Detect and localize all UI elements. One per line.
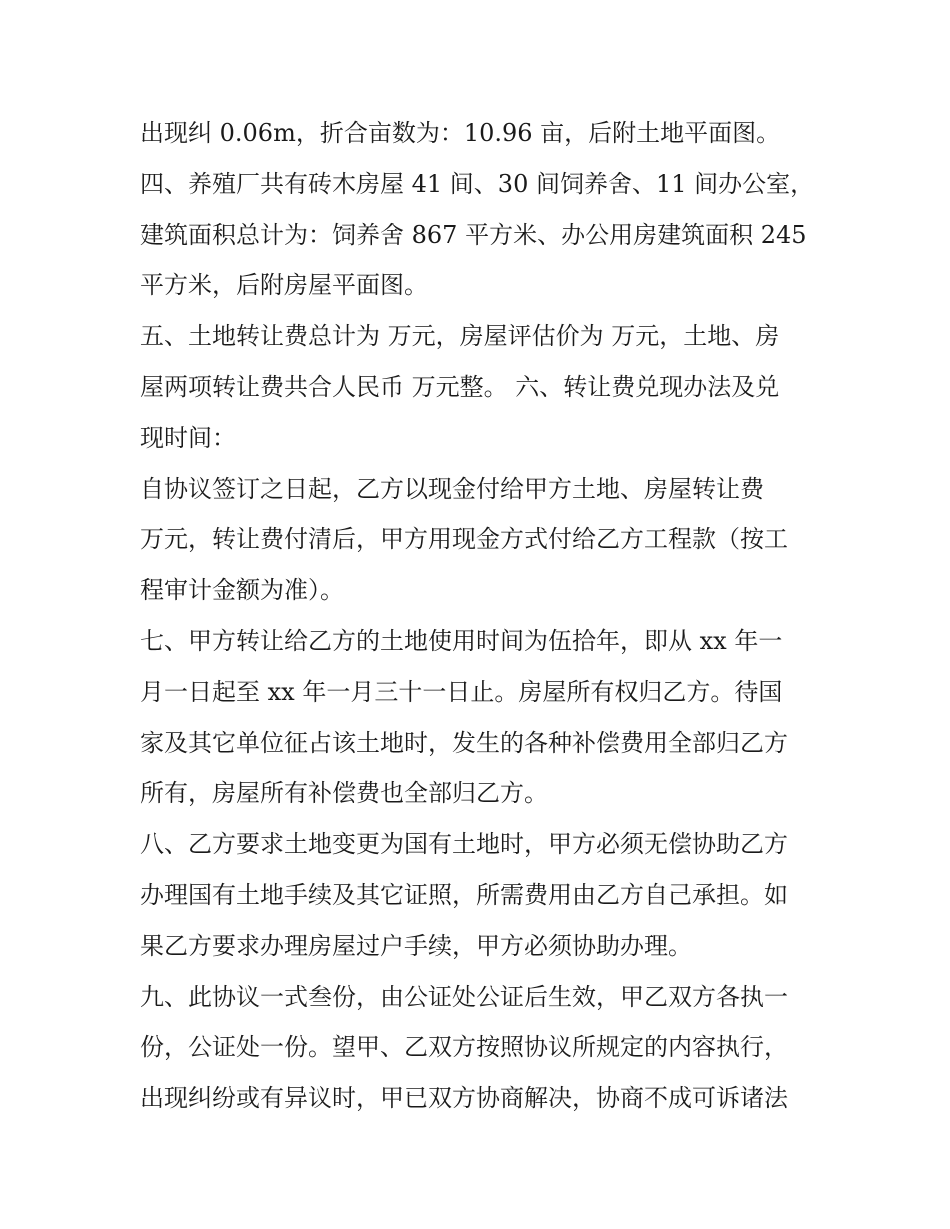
text-line: 五、土地转让费总计为 万元，房屋评估价为 万元，土地、房: [140, 322, 780, 351]
text-line: 出现纠 0.06m，折合亩数为：10.96 亩，后附土地平面图。: [140, 119, 781, 147]
text-line: 现时间：: [140, 423, 236, 452]
text-line: 平方米，后附房屋平面图。: [140, 271, 428, 300]
text-line: 屋两项转让费共合人民币 万元整。 六、转让费兑现办法及兑: [140, 372, 780, 401]
text-line: 七、甲方转让给乙方的土地使用时间为伍拾年，即从 xx 年一: [140, 626, 783, 655]
text-line: 程审计金额为准）。: [140, 576, 344, 605]
text-line: 建筑面积总计为：饲养舍 867 平方米、办公用房建筑面积 245: [140, 220, 807, 249]
text-line: 四、养殖厂共有砖木房屋 41 间、30 间饲养舍、11 间办公室，: [140, 169, 815, 198]
text-line: 果乙方要求办理房屋过户手续，甲方必须协助办理。: [140, 931, 692, 960]
text-line: 家及其它单位征占该土地时，发生的各种补偿费用全部归乙方: [140, 728, 788, 757]
agreement-body-text: [140, 108, 830, 1124]
text-line: 九、此协议一式叁份，由公证处公证后生效，甲乙双方各执一: [140, 982, 788, 1011]
text-line: 自协议签订之日起，乙方以现金付给甲方土地、房屋转让费: [140, 474, 764, 503]
text-line: 月一日起至 xx 年一月三十一日止。房屋所有权归乙方。待国: [140, 677, 783, 706]
text-line: 出现纠纷或有异议时，甲已双方协商解决，协商不成可诉诸法: [140, 1084, 788, 1113]
text-line: 份，公证处一份。望甲、乙双方按照协议所规定的内容执行，: [140, 1033, 788, 1062]
text-line: 八、乙方要求土地变更为国有土地时，甲方必须无偿协助乙方: [140, 830, 788, 859]
text-line: 所有，房屋所有补偿费也全部归乙方。: [140, 779, 548, 808]
text-line: 办理国有土地手续及其它证照，所需费用由乙方自己承担。如: [140, 880, 788, 909]
text-line: 万元，转让费付清后，甲方用现金方式付给乙方工程款（按工: [140, 525, 788, 554]
